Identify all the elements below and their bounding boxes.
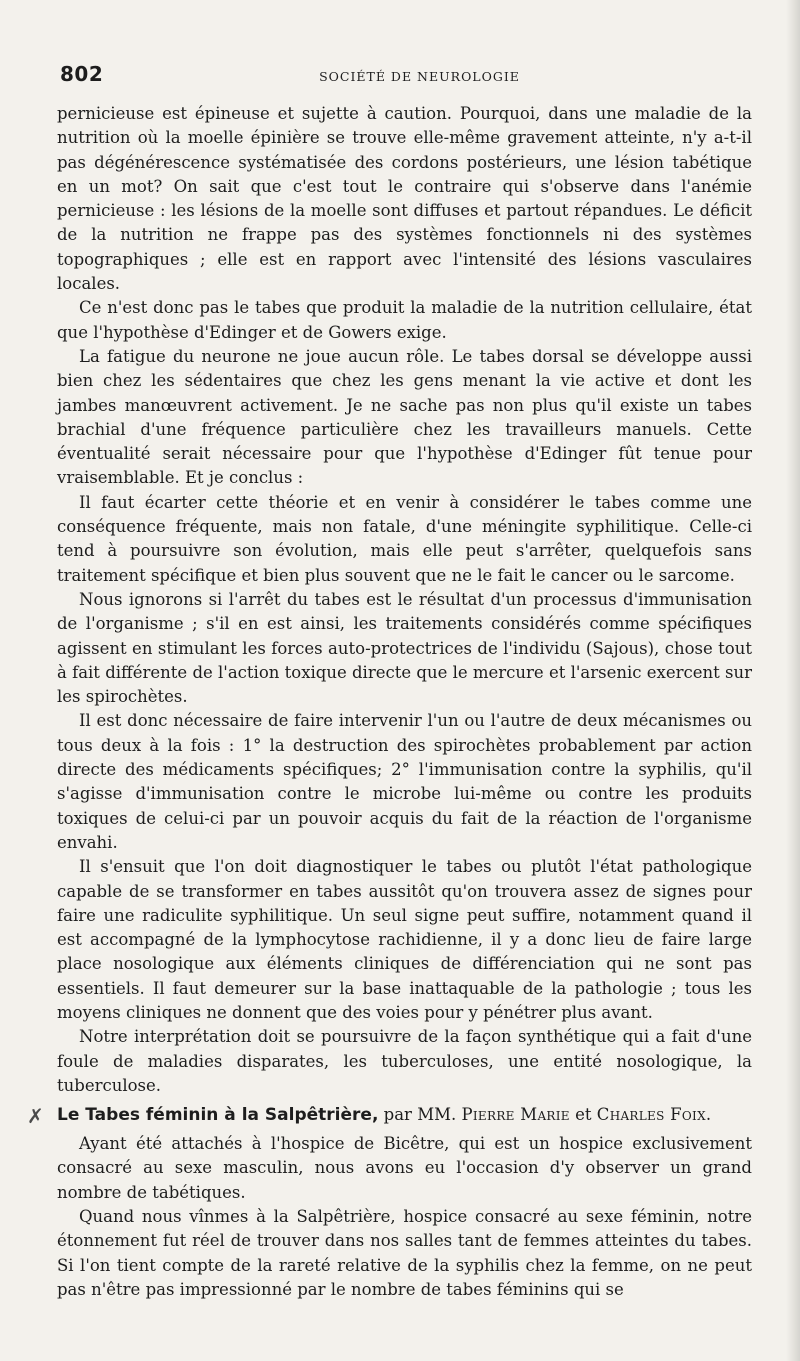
author-name: Charles Foix. bbox=[596, 1105, 712, 1125]
section-title: Le Tabes féminin à la Salpêtrière, bbox=[57, 1105, 379, 1126]
paragraph: Il est donc nécessaire de faire intervenir l'un ou l'autre de deux mécanismes ou tous deux à la fois : 1° la destruction des spirochètes probablement par action directe des médicaments spécifiques; 2° l'immunisation contre la syphilis, qu'il s'agisse d'immunisation contre le microbe lui-même ou contre les produits toxiques de celui-ci par un pouvoir acquis du fait de la réaction de l'organisme envahi. bbox=[57, 711, 752, 852]
paragraph: Ce n'est donc pas le tabes que produit la maladie de la nutrition cellulaire, état que l'hypothèse d'Edinger et de Gowers exige. bbox=[57, 298, 752, 342]
paragraph: Quand nous vînmes à la Salpêtrière, hospice consacré au sexe féminin, notre étonnement fut réel de trouver dans nos salles tant de femmes atteintes du tabes. Si l'on tient compte de la rareté relative de la syphilis chez la femme, on ne peut pas n'être pas impressionné par le nombre de tabes féminins qui se bbox=[57, 1207, 752, 1299]
body-text bbox=[27, 102, 752, 1302]
author-name: Pierre Marie bbox=[461, 1105, 570, 1125]
page-header bbox=[57, 62, 752, 92]
paragraph: Notre interprétation doit se poursuivre de la façon synthétique qui a fait d'une foule de maladies disparates, les tuberculoses, une entité nosologique, la tuberculose. bbox=[57, 1027, 752, 1095]
paragraph: Il s'ensuit que l'on doit diagnostiquer le tabes ou plutôt l'état pathologique capable de se transformer en tabes aussitôt qu'on trouvera assez de signes pour faire une radiculite syphilitique. Un seul signe peut suffire, notamment quand il est accompagné de la lymphocytose rachidienne, il y a donc lieu de faire large place nosologique aux éléments cliniques de différenciation qui ne sont pas essentiels. Il faut demeurer sur la base inattaquable de la pathologie ; tous les moyens cliniques ne donnent que des voies pour y pénétrer plus avant. bbox=[57, 857, 752, 1022]
section-tabes-feminin bbox=[27, 1102, 752, 1302]
section-byline: par MM. bbox=[383, 1105, 457, 1125]
paragraph: Ayant été attachés à l'hospice de Bicêtre, qui est un hospice exclusivement consacré au sexe masculin, nous avons eu l'occasion d'y observer un grand nombre de tabétiques. bbox=[57, 1134, 752, 1202]
author-conjunction: et bbox=[575, 1105, 592, 1125]
paragraph: Nous ignorons si l'arrêt du tabes est le résultat d'un processus d'immunisation de l'organisme ; s'il en est ainsi, les traitements considérés comme spécifiques agissent en stimulant les forces auto-protectrices de l'individu (Sajous), chose tout à fait différente de l'action toxique directe que le mercure et l'arsenic exercent sur les spirochètes. bbox=[57, 589, 752, 707]
page-number: 802 bbox=[60, 62, 104, 86]
section-heading bbox=[57, 1102, 752, 1128]
paragraph: Il faut écarter cette théorie et en venir à considérer le tabes comme une conséquence fréquente, mais non fatale, d'une méningite syphilitique. Celle-ci tend à poursuivre son évolution, mais elle peut s'arrêter, quelquefois sans traitement spécifique et bien plus souvent que ne le fait le cancer ou le sarcome. bbox=[57, 492, 752, 585]
running-head: SOCIÉTÉ DE NEUROLOGIE bbox=[319, 69, 520, 84]
paragraph-continued: pernicieuse est épineuse et sujette à caution. Pourquoi, dans une maladie de la nutrition où la moelle épinière se trouve elle-même gravement atteinte, n'y a-t-il pas dégénérescence systématisée des cordons postérieurs, une lésion tabétique en un mot? On sait que c'est tout le contraire qui s'observe dans l'anémie pernicieuse : les lésions de la moelle sont diffuses et partout répandues. Le déficit de la nutrition ne frappe pas des systèmes fonctionnels ni des systèmes topographiques ; elle est en rapport avec l'intensité des lésions vasculaires locales. bbox=[57, 104, 752, 294]
page-edge-shadow bbox=[786, 0, 800, 1361]
handwritten-mark-icon: ✗ bbox=[27, 1104, 44, 1129]
paragraph: La fatigue du neurone ne joue aucun rôle. Le tabes dorsal se développe aussi bien chez les sédentaires que chez les gens menant la vie active et dont les jambes manœuvrent activement. Je ne sache pas non plus qu'il existe un tabes brachial d'une fréquence particulière chez les travailleurs manuels. Cette éventualité serait nécessaire pour que l'hypothèse d'Edinger fût tenue pour vraisemblable. Et je conclus : bbox=[57, 346, 752, 488]
